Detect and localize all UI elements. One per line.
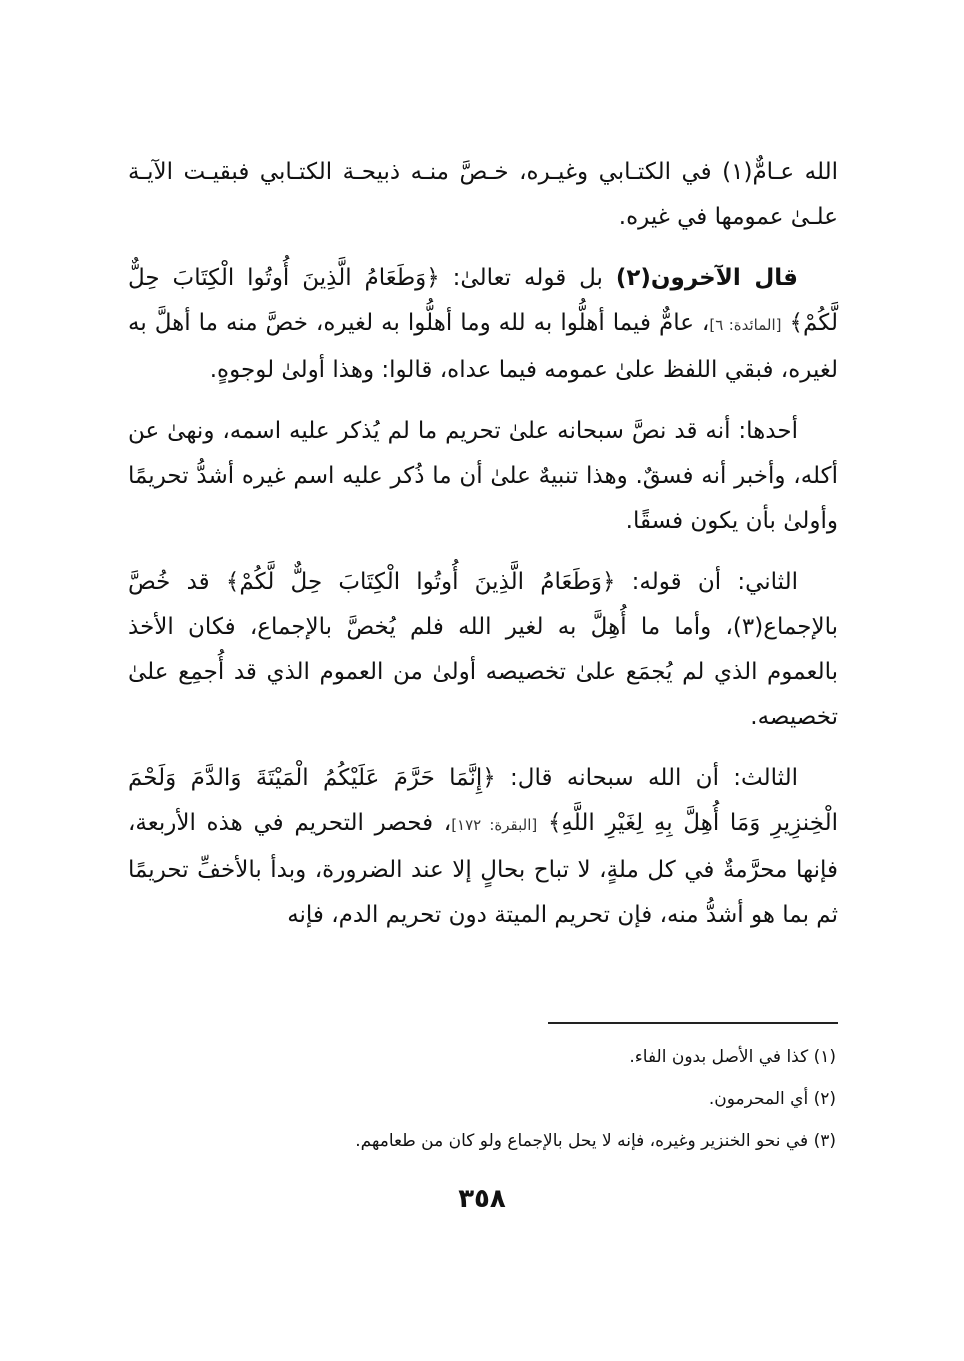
paragraph-the-others <box>128 256 838 393</box>
paragraph-text: ، فحصر التحريم في هذه الأربعة، فإنها محرَّمةٌ في كل ملةٍ، لا تباح بحالٍ إلا عند الضرورة، وبدأ بالأخفِّ تحريمًا ثم بما هو أشدُّ منه، فإن تحريم الميتة دون تحريم الدم، فإنه <box>128 810 838 928</box>
paragraph-continuation <box>128 150 838 240</box>
paragraph-text: ، عامٌّ فيما أهلُّوا به لله وما أهلُّوا به لغيره، خصَّ منه ما أهلَّ به لغيره، فبقي اللفظ علىٰ عمومه فيما عداه، قالوا: وهذا أولىٰ لوجوهٍ. <box>128 310 838 383</box>
paragraph-text: أحدها: أنه قد نصَّ سبحانه علىٰ تحريم ما لم يُذكر عليه اسمه، ونهىٰ عن أكله، وأخبر أنه فسقٌ. وهذا تنبيهٌ علىٰ أن ما ذُكر عليه اسم غيره أشدُّ تحريمًا وأولىٰ بأن يكون فسقًا. <box>128 418 838 534</box>
footnote-1: (١) كذا في الأصل بدون الفاء. <box>629 1047 836 1067</box>
paragraph-text: الله عـامٌّ(١) في الكتـابي وغيـره، خـصَّ منـه ذبيحـة الكتـابي فبقيـت الآيـة علـىٰ عمومها في غيره. <box>128 159 838 230</box>
paragraph-text: الثاني: أن قوله: ﴿وَطَعَامُ الَّذِينَ أُوتُوا الْكِتَابَ حِلٌّ لَّكُمْ﴾ قد خُصَّ بالإجماع(٣)، وأما ما أُهِلَّ به لغير الله فلم يُخصَّ بالإجماع، فكان الأخذ بالعموم الذي لم يُجمَع علىٰ تخصيصه أولىٰ من العموم الذي قد أُجمِع علىٰ تخصيصه. <box>128 569 838 730</box>
footnote-divider <box>548 1022 838 1024</box>
paragraph-second-reason <box>128 560 838 740</box>
paragraph-text: بل قوله تعالىٰ: ﴿وَطَعَامُ الَّذِينَ أُوتُوا الْكِتَابَ حِلٌّ لَّكُمْ﴾ <box>128 265 838 336</box>
paragraph-first-reason <box>128 409 838 544</box>
page-body <box>128 150 838 954</box>
footnotes <box>126 1036 836 1162</box>
page-number: ٣٥٨ <box>458 1184 506 1214</box>
footnote-3: (٣) في نحو الخنزير وغيره، فإنه لا يحل بالإجماع ولو كان من طعامهم. <box>355 1131 836 1151</box>
paragraph-lead: قال الآخرون(٢) <box>615 265 798 291</box>
footnote-2: (٢) أي المحرمون. <box>708 1089 836 1109</box>
paragraph-text: الثالث: أن الله سبحانه قال: ﴿إِنَّمَا حَرَّمَ عَلَيْكُمُ الْمَيْتَةَ وَالدَّمَ وَلَحْمَ الْخِنزِيرِ وَمَا أُهِلَّ بِهِ لِغَيْرِ اللَّهِ﴾ <box>128 765 838 836</box>
quran-reference: [البقرة: ١٧٢] <box>451 816 538 834</box>
paragraph-third-reason <box>128 756 838 938</box>
quran-reference: [المائدة: ٦] <box>709 316 782 334</box>
